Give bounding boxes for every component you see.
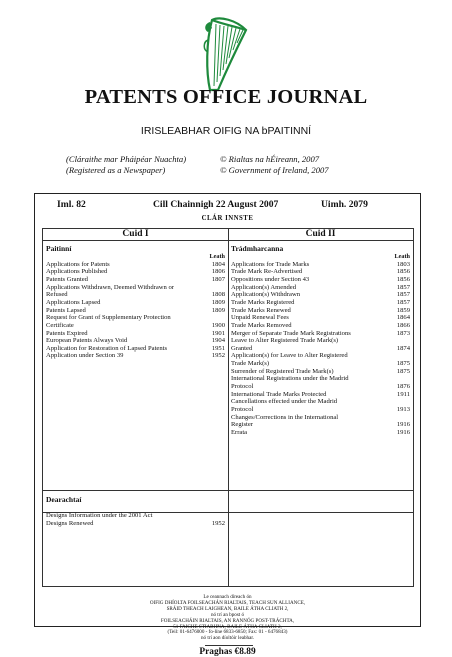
entry-page: 1857 bbox=[396, 298, 410, 306]
contents-entry bbox=[228, 284, 413, 292]
entry-title: Protocol bbox=[231, 406, 254, 414]
entry-page: 1856 bbox=[396, 275, 410, 283]
entry-title: Trade Marks Renewed bbox=[231, 306, 291, 314]
contents-title: CLÁR INNSTE bbox=[201, 215, 254, 222]
part2-column bbox=[228, 229, 413, 512]
entry-title: Designs Renewed bbox=[46, 519, 94, 527]
entry-title: European Patents Always Void bbox=[46, 337, 128, 345]
copyright-note-irish: © Rialtas na hÉireann, 2007 bbox=[220, 154, 320, 164]
registration-note-english: (Registered as a Newspaper) bbox=[66, 165, 166, 175]
entry-page: 1875 bbox=[396, 367, 410, 375]
entry-title: Applications for Trade Marks bbox=[231, 260, 310, 268]
designs-entry-list bbox=[43, 512, 228, 527]
entry-page: 1913 bbox=[396, 406, 410, 414]
part1-column bbox=[43, 229, 229, 512]
entry-title: Cancellations effected under the Madrid bbox=[231, 398, 338, 406]
entry-page: 1804 bbox=[211, 260, 225, 268]
copyright-note bbox=[220, 154, 329, 176]
contents-entry bbox=[228, 299, 413, 307]
entry-page: 1809 bbox=[211, 298, 225, 306]
page-column-label: Leath bbox=[394, 253, 410, 260]
contents-entry bbox=[228, 375, 413, 383]
entry-title: Granted bbox=[231, 344, 253, 352]
entry-title: Application under Section 39 bbox=[46, 352, 124, 360]
entry-page: 1904 bbox=[211, 337, 225, 345]
designs-column bbox=[43, 491, 229, 586]
trade-marks-section-heading: Trádmharcanna bbox=[231, 244, 284, 253]
entry-title: Merger of Separate Trade Mark Registrations bbox=[231, 329, 351, 337]
contents-entry bbox=[228, 368, 413, 376]
registration-note bbox=[66, 154, 186, 176]
contents-entry bbox=[228, 398, 413, 406]
contents-entry bbox=[228, 276, 413, 284]
entry-page: 1864 bbox=[396, 314, 410, 322]
entry-page bbox=[203, 284, 225, 292]
contents-entry bbox=[43, 291, 228, 299]
contents-entry bbox=[228, 268, 413, 276]
part1-entry-list bbox=[43, 261, 228, 361]
contents-entry bbox=[228, 414, 413, 422]
page-column-label: Leath bbox=[209, 253, 225, 260]
entry-page: 1857 bbox=[396, 283, 410, 291]
registration-note-irish: (Cláraithe mar Pháipéar Nuachta) bbox=[66, 154, 187, 164]
entry-title: Applications Published bbox=[46, 268, 108, 276]
contents-entry bbox=[228, 406, 413, 414]
entry-page bbox=[388, 414, 410, 422]
entry-page: 1916 bbox=[396, 421, 410, 429]
contents-entry bbox=[43, 520, 228, 528]
contents-entry bbox=[43, 352, 228, 360]
entry-page: 1875 bbox=[396, 360, 410, 368]
imprint-line: nó trí an bpost ó bbox=[210, 611, 245, 618]
contents-entry bbox=[228, 383, 413, 391]
entry-title: Applications for Patents bbox=[46, 260, 110, 268]
entry-page: 1809 bbox=[211, 306, 225, 314]
entry-title: Patents Lapsed bbox=[46, 306, 86, 314]
contents-entry bbox=[43, 512, 228, 520]
entry-title: International Registrations under the Madrid bbox=[231, 375, 349, 383]
price-divider bbox=[205, 645, 253, 646]
entry-title: Trade Mark(s) bbox=[231, 360, 270, 368]
imprint-line: 51 FAICHE STIABHNA, BAILE ÁTHA CLIATH 2, bbox=[173, 623, 282, 630]
contents-entry bbox=[43, 268, 228, 276]
contents-entry bbox=[228, 391, 413, 399]
contents-entry bbox=[43, 337, 228, 345]
publisher-imprint bbox=[35, 595, 420, 642]
entry-page: 1876 bbox=[396, 383, 410, 391]
contents-entry bbox=[228, 314, 413, 322]
entry-title: Changes/Corrections in the International bbox=[231, 413, 339, 421]
entry-title: Trade Marks Removed bbox=[231, 321, 292, 329]
entry-title: Application for Restoration of Lapsed Patents bbox=[46, 344, 168, 352]
entry-title: Unpaid Renewal Fees bbox=[231, 314, 289, 322]
contents-entry bbox=[43, 307, 228, 315]
table-of-contents bbox=[42, 228, 414, 513]
entry-title: Request for Grant of Supplementary Protection bbox=[46, 314, 171, 322]
entry-page: 1866 bbox=[396, 321, 410, 329]
entry-page: 1952 bbox=[211, 519, 225, 527]
contents-entry bbox=[228, 360, 413, 368]
entry-page: 1911 bbox=[397, 390, 410, 398]
entry-title: Designs Information under the 2001 Act bbox=[46, 512, 153, 519]
entry-page: 1857 bbox=[396, 291, 410, 299]
entry-page: 1859 bbox=[396, 306, 410, 314]
entry-title: Application(s) Amended bbox=[231, 283, 297, 291]
entry-title: Patents Granted bbox=[46, 275, 88, 283]
entry-title: Leave to Alter Registered Trade Mark(s) bbox=[231, 337, 339, 345]
contents-entry bbox=[228, 330, 413, 338]
contents-entry bbox=[43, 322, 228, 330]
patents-section-heading: Paitinní bbox=[46, 244, 72, 253]
entry-page bbox=[203, 314, 225, 322]
entry-page: 1807 bbox=[211, 275, 225, 283]
entry-title: Trade Mark Re-Advertised bbox=[231, 268, 303, 276]
designs-section-heading: Dearachtaí bbox=[46, 495, 82, 504]
imprint-line: nó trí aon díoltóir leabhar. bbox=[200, 635, 255, 642]
journal-subtitle: IRISLEABHAR OIFIG NA bPAITINNÍ bbox=[140, 125, 312, 137]
contents-entry bbox=[43, 261, 228, 269]
entry-title: Application(s) for Leave to Alter Registered bbox=[231, 352, 348, 360]
harp-emblem-icon bbox=[200, 12, 252, 96]
entry-page: 1874 bbox=[396, 344, 410, 352]
entry-title: Refused bbox=[46, 291, 68, 299]
copyright-note-english: © Government of Ireland, 2007 bbox=[220, 165, 329, 175]
contents-entry bbox=[43, 345, 228, 353]
contents-entry bbox=[228, 337, 413, 345]
entry-page bbox=[203, 512, 225, 520]
entry-title: Applications Withdrawn, Deemed Withdrawn or bbox=[46, 283, 174, 291]
entry-page bbox=[388, 398, 410, 406]
contents-entry bbox=[43, 276, 228, 284]
imprint-line: FOILSEACHÁIN RIALTAIS, AN RANNÓG POST-TRÁCHTA, bbox=[160, 617, 295, 624]
contents-entry bbox=[43, 314, 228, 322]
entry-page: 1808 bbox=[211, 291, 225, 299]
imprint-line: Le ceannach díreach ón bbox=[203, 594, 252, 600]
entry-title: International Trade Marks Protected bbox=[231, 390, 327, 398]
imprint-line: (Teil: 01-6476000 - fo-líne 6833-6850; Fax: 01 - 6476843) bbox=[167, 629, 288, 636]
contents-entry bbox=[43, 299, 228, 307]
entry-page: 1901 bbox=[211, 329, 225, 337]
contents-entry bbox=[228, 322, 413, 330]
entry-page bbox=[388, 375, 410, 383]
contents-entry bbox=[228, 307, 413, 315]
issue-number: Uimh. 2079 bbox=[321, 199, 368, 210]
contents-entry bbox=[228, 352, 413, 360]
entry-title: Errata bbox=[231, 429, 248, 437]
designs-box bbox=[42, 490, 414, 587]
contents-entry bbox=[228, 345, 413, 353]
entry-title: Trade Marks Registered bbox=[231, 298, 295, 306]
entry-page: 1803 bbox=[396, 260, 410, 268]
entry-title: Applications Lapsed bbox=[46, 298, 101, 306]
imprint-line: SRÁID THEACH LAIGHEAN, BAILE ÁTHA CLIATH 2, bbox=[166, 605, 289, 612]
entry-page bbox=[388, 352, 410, 360]
entry-title: Protocol bbox=[231, 383, 254, 391]
contents-entry bbox=[228, 261, 413, 269]
part2-heading: Cuid II bbox=[228, 229, 413, 241]
entry-title: Surrender of Registered Trade Mark(s) bbox=[231, 367, 334, 375]
contents-entry bbox=[228, 421, 413, 429]
contents-entry bbox=[43, 284, 228, 292]
entry-title: Register bbox=[231, 421, 253, 429]
entry-title: Certificate bbox=[46, 321, 74, 329]
contents-entry bbox=[43, 330, 228, 338]
entry-page: 1873 bbox=[396, 329, 410, 337]
entry-title: Patents Expired bbox=[46, 329, 88, 337]
part1-heading: Cuid I bbox=[43, 229, 228, 241]
entry-page bbox=[388, 337, 410, 345]
entry-page: 1806 bbox=[211, 268, 225, 276]
entry-title: Application(s) Withdrawn bbox=[231, 291, 301, 299]
entry-title: Oppositions under Section 43 bbox=[231, 275, 310, 283]
journal-title: PATENTS OFFICE JOURNAL bbox=[84, 86, 368, 108]
entry-page: 1952 bbox=[211, 352, 225, 360]
entry-page: 1951 bbox=[211, 344, 225, 352]
entry-page: 1900 bbox=[211, 321, 225, 329]
imprint-line: OIFIG DHÍOLTA FOILSEACHÁN RIALTAIS, TEACH SUN ALLIANCE, bbox=[149, 599, 306, 606]
contents-entry bbox=[228, 429, 413, 437]
issue-box bbox=[34, 193, 421, 657]
volume-number: Iml. 82 bbox=[57, 199, 86, 210]
contents-entry bbox=[228, 291, 413, 299]
issue-place-date: Cill Chainnigh 22 August 2007 bbox=[153, 199, 279, 210]
price-label: Praghas €8.89 bbox=[199, 647, 256, 657]
entry-page: 1916 bbox=[396, 429, 410, 437]
part2-entry-list bbox=[228, 261, 413, 437]
entry-page: 1856 bbox=[396, 268, 410, 276]
